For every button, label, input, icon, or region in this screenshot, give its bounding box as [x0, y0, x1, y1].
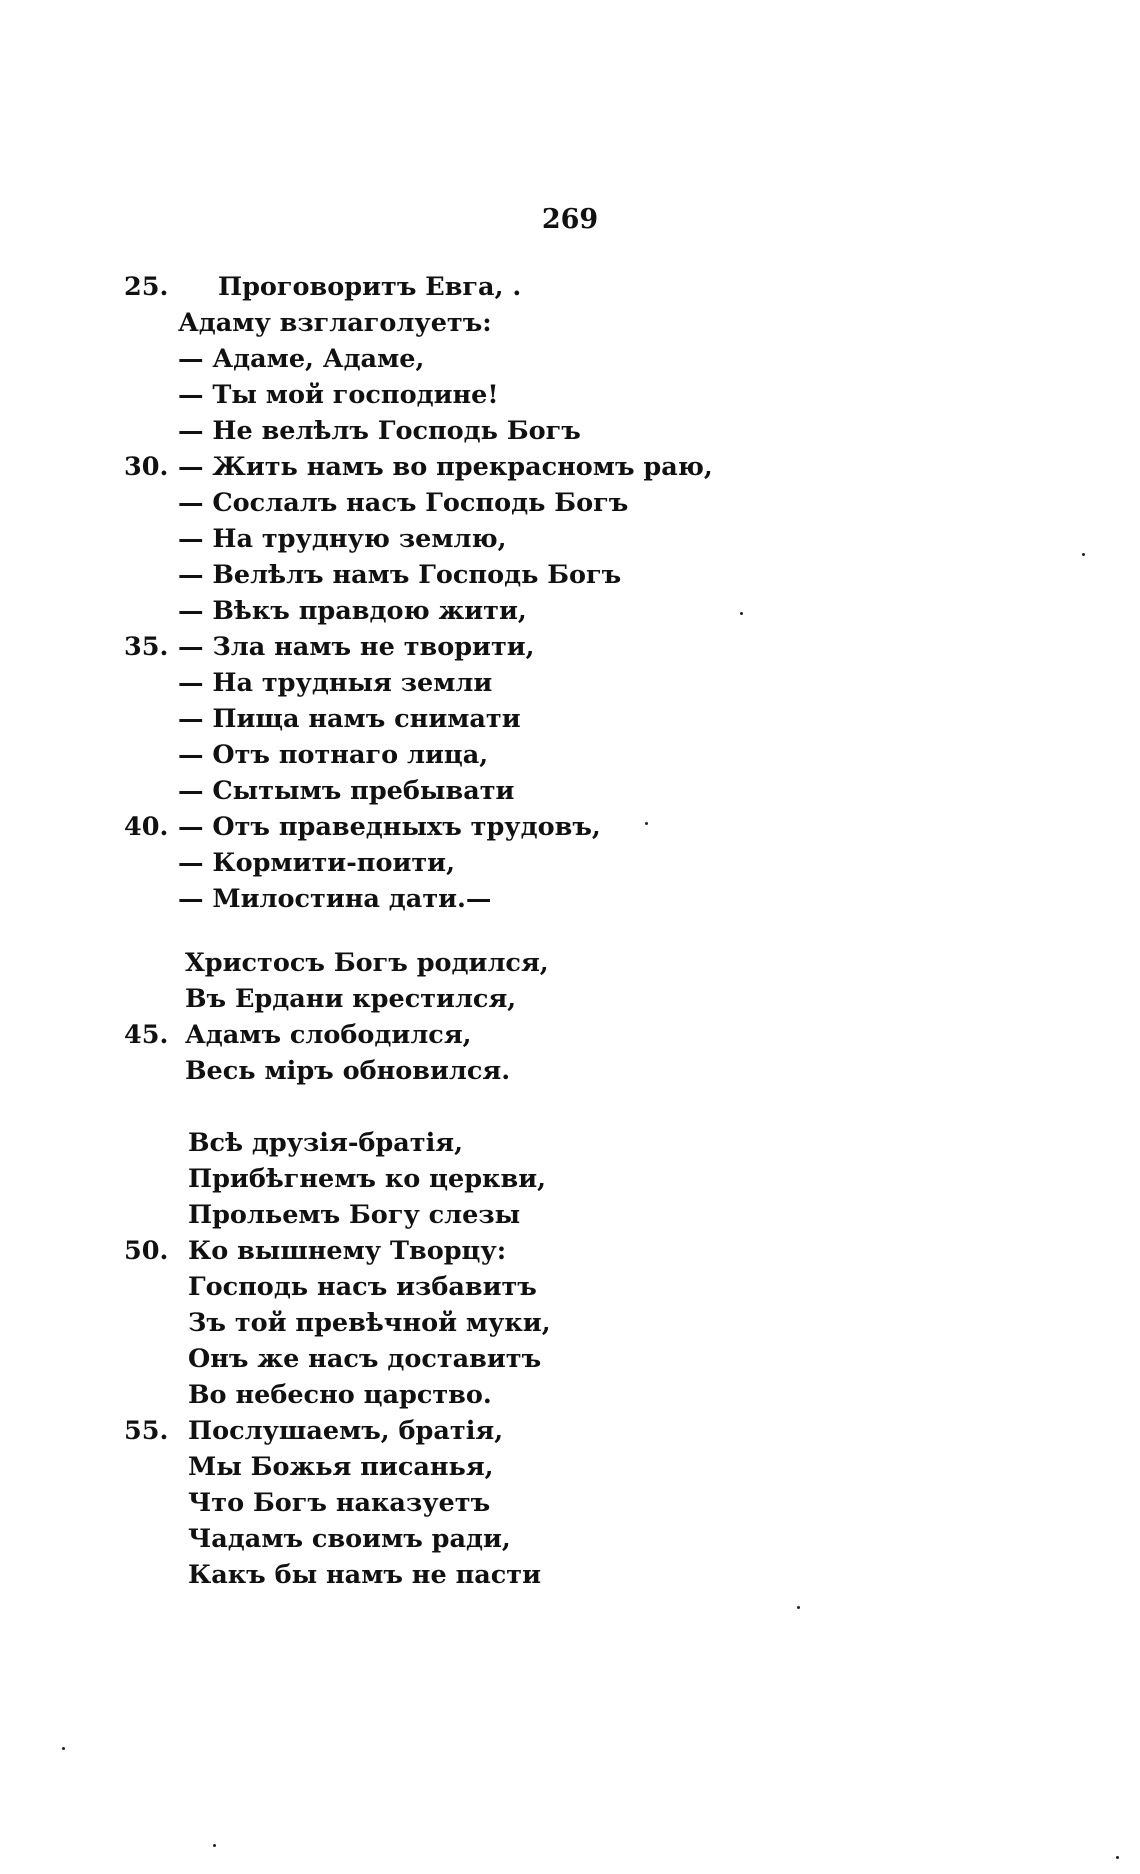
verse-text: — Сослалъ насъ Господь Богъ — [178, 488, 629, 518]
verse-line — [0, 812, 1140, 848]
verse-text: Проговоритъ Евга, . — [218, 272, 522, 302]
verse-line — [0, 488, 1140, 524]
verse-line — [0, 740, 1140, 776]
verse-line — [0, 1488, 1140, 1524]
scan-speck — [1082, 553, 1085, 556]
verse-text: Чадамъ своимъ ради, — [188, 1524, 511, 1554]
verse-line — [0, 380, 1140, 416]
verse-text: Весь міръ обновился. — [185, 1056, 511, 1086]
verse-text: Господь насъ избавитъ — [188, 1272, 537, 1302]
verse-line — [0, 1272, 1140, 1308]
verse-text: Зъ той превѣчной муки, — [188, 1308, 551, 1338]
verse-text: — На трудныя земли — [178, 668, 493, 698]
verse-text: — Отъ потнаго лица, — [178, 740, 489, 770]
verse-text: — Адаме, Адаме, — [178, 344, 425, 374]
verse-line — [0, 1236, 1140, 1272]
verse-line — [0, 1452, 1140, 1488]
verse-text: Послушаемъ, братія, — [188, 1416, 504, 1446]
verse-text: — Отъ праведныхъ трудовъ, — [178, 812, 601, 842]
verse-text: Прибѣгнемъ ко церкви, — [188, 1164, 546, 1194]
verse-line — [0, 668, 1140, 704]
verse-text: Въ Ердани крестился, — [185, 984, 517, 1014]
verse-line — [0, 984, 1140, 1020]
verse-line — [0, 344, 1140, 380]
verse-text: — Жить намъ во прекрасномъ раю, — [178, 452, 713, 482]
verse-line — [0, 1308, 1140, 1344]
verse-line — [0, 948, 1140, 984]
line-number: 35. — [124, 632, 169, 662]
verse-text: Какъ бы намъ не пасти — [188, 1560, 541, 1590]
scan-speck — [645, 822, 648, 825]
scan-speck — [797, 1606, 800, 1609]
scan-speck — [213, 1844, 216, 1847]
verse-text: Прольемъ Богу слезы — [188, 1200, 521, 1230]
verse-text: Онъ же насъ доставитъ — [188, 1344, 542, 1374]
verse-text: Во небесно царство. — [188, 1380, 492, 1410]
verse-text: Мы Божья писанья, — [188, 1452, 494, 1482]
verse-line — [0, 1164, 1140, 1200]
verse-text: — Велѣлъ намъ Господь Богъ — [178, 560, 622, 590]
verse-line — [0, 704, 1140, 740]
verse-line — [0, 1380, 1140, 1416]
page-number: 269 — [541, 204, 599, 235]
scan-speck — [1116, 1856, 1119, 1859]
verse-text: Адаму взглаголуетъ: — [178, 308, 492, 338]
verse-line — [0, 308, 1140, 344]
verse-text: — Пища намъ снимати — [178, 704, 521, 734]
line-number: 55. — [124, 1416, 169, 1446]
verse-text: — Не велѣлъ Господь Богъ — [178, 416, 581, 446]
verse-line — [0, 1128, 1140, 1164]
scan-speck — [62, 1747, 65, 1750]
verse-text: — Кормити-поити, — [178, 848, 455, 878]
line-number: 40. — [124, 812, 169, 842]
verse-line — [0, 632, 1140, 668]
verse-text: Адамъ слободился, — [185, 1020, 472, 1050]
verse-line — [0, 884, 1140, 920]
verse-line — [0, 524, 1140, 560]
verse-line — [0, 452, 1140, 488]
verse-line — [0, 1524, 1140, 1560]
verse-line — [0, 1416, 1140, 1452]
line-number: 25. — [124, 272, 169, 302]
verse-line — [0, 1020, 1140, 1056]
verse-text: Всѣ друзія-братія, — [188, 1128, 463, 1158]
verse-text: — Милостина дати.— — [178, 884, 492, 914]
verse-line — [0, 1344, 1140, 1380]
verse-line — [0, 776, 1140, 812]
verse-text: — Вѣкъ правдою жити, — [178, 596, 527, 626]
verse-text: Что Богъ наказуетъ — [188, 1488, 491, 1518]
verse-line — [0, 416, 1140, 452]
verse-text: — Сытымъ пребывати — [178, 776, 515, 806]
verse-line — [0, 1560, 1140, 1596]
verse-line — [0, 1056, 1140, 1092]
line-number: 45. — [124, 1020, 169, 1050]
verse-line — [0, 560, 1140, 596]
verse-text: — Ты мой господине! — [178, 380, 499, 410]
verse-line — [0, 596, 1140, 632]
verse-text: — На трудную землю, — [178, 524, 507, 554]
line-number: 50. — [124, 1236, 169, 1266]
verse-text: — Зла намъ не творити, — [178, 632, 535, 662]
scan-speck — [740, 612, 743, 615]
verse-line — [0, 848, 1140, 884]
verse-text: Христосъ Богъ родился, — [185, 948, 549, 978]
verse-line — [0, 1200, 1140, 1236]
verse-text: Ко вышнему Творцу: — [188, 1236, 507, 1266]
verse-line — [0, 272, 1140, 308]
line-number: 30. — [124, 452, 169, 482]
